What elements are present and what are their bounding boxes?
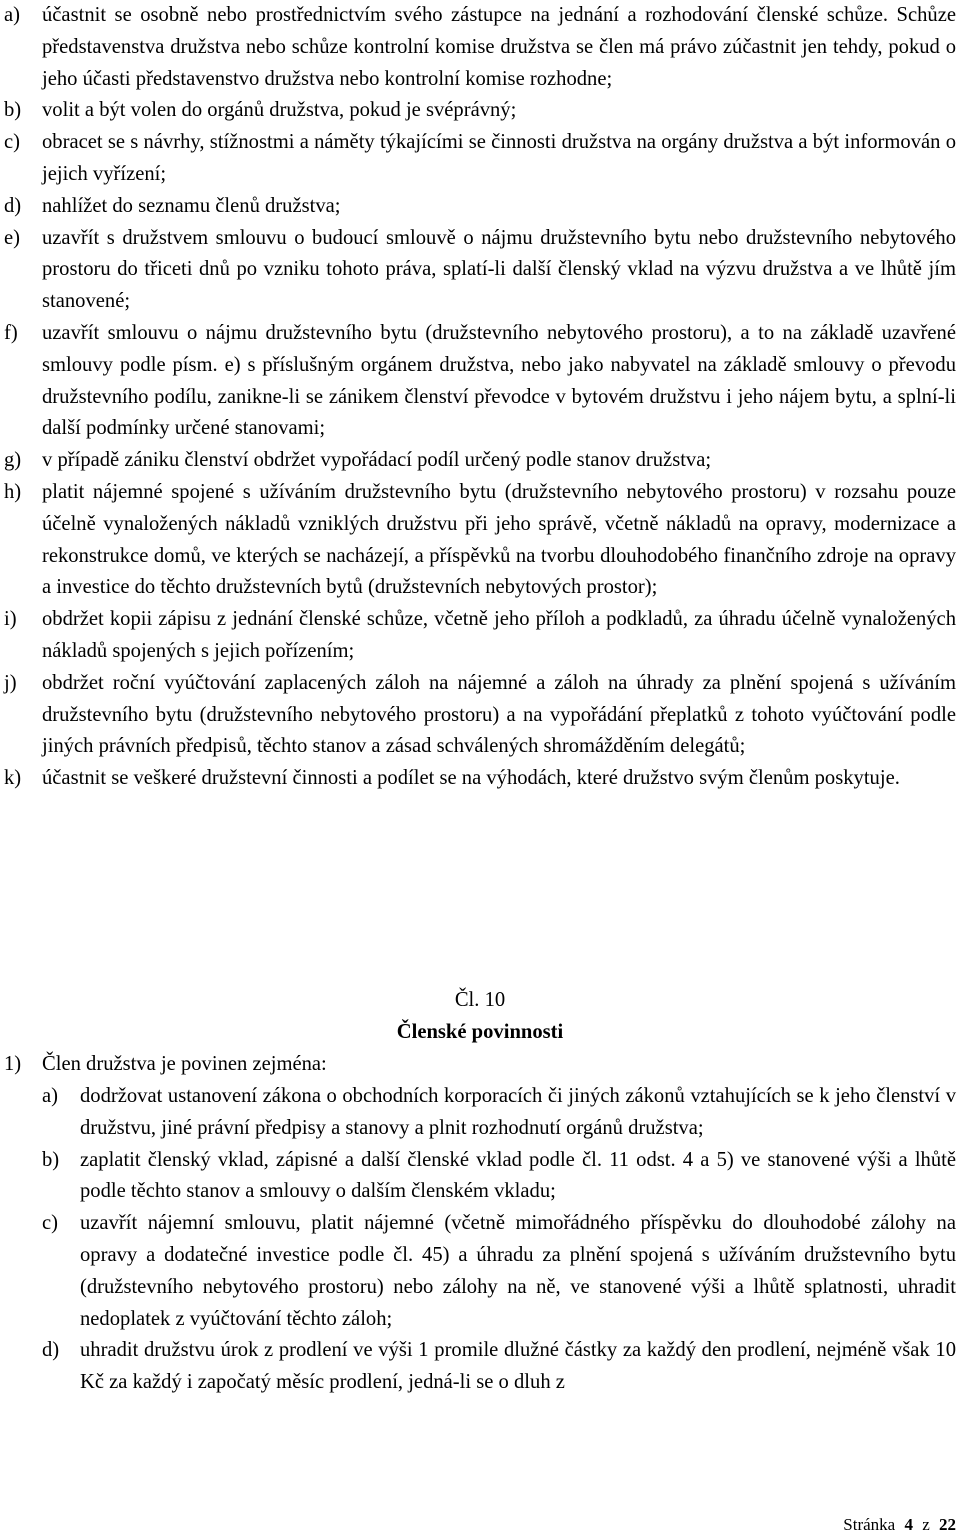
list-item <box>4 0 956 95</box>
list-item <box>42 1145 956 1209</box>
list-item-text: účastnit se osobně nebo prostřednictvím svého zástupce na jednání a rozhodování členské schůze. Schůze představenstva družstva nebo schůze kontrolní komise družstva se člen má právo zúčastnit jen tehdy, pokud o jeho účasti představenstvo družstva nebo kontrolní komise rozhodne; <box>42 4 956 90</box>
list-item <box>42 1208 956 1335</box>
list-item <box>42 1081 956 1145</box>
list-item-text: účastnit se veškeré družstevní činnosti a podílet se na výhodách, které družstvo svým členům poskytuje. <box>42 767 900 790</box>
list-item-marker: b) <box>4 99 22 122</box>
list-item <box>42 1335 956 1399</box>
list-item-text: uzavřít nájemní smlouvu, platit nájemné (včetně mimořádného příspěvku do dlouhodobé zálohy na opravy a dodatečné investice podle čl. 45) a úhradu za plnění spojená s užíváním družstevního bytu (družstevního nebytového prostoru) nebo zálohy na ně, ve stanovené výši a lhůtě splatnosti, uhradit nedoplatek z vyúčtování těchto záloh; <box>80 1212 956 1330</box>
list-item <box>4 477 956 604</box>
list-item <box>4 223 956 318</box>
list-item-text: v případě zániku členství obdržet vypořádací podíl určený podle stanov družstva; <box>42 449 712 472</box>
footer-separator: z <box>922 1515 930 1534</box>
list-item-text: uhradit družstvu úrok z prodlení ve výši 1 promile dlužné částky za každý den prodlení, nejméně však 10 Kč za každý i započatý měsíc prodlení, jedná-li se o dluh z <box>80 1339 956 1394</box>
list-item-marker: f) <box>4 321 18 344</box>
list-item <box>4 318 956 445</box>
paragraph-1 <box>4 1049 956 1081</box>
article-number: Čl. 10 <box>454 989 506 1011</box>
list-item-marker: k) <box>4 767 22 790</box>
member-rights-list <box>4 0 956 795</box>
list-item-text: uzavřít s družstvem smlouvu o budoucí smlouvě o nájmu družstevního bytu nebo družstevního nebytového prostoru do třiceti dnů po vzniku tohoto práva, splatí-li další členský vklad na výzvu družstva a ve lhůtě jím stanovené; <box>42 226 956 313</box>
list-item-marker: c) <box>4 131 20 154</box>
list-item-text: zaplatit členský vklad, zápisné a další členské vklad podle čl. 11 odst. 4 a 5) ve stanovené výši a lhůtě podle těchto stanov a smlouvy o dalším členském vkladu; <box>80 1148 956 1203</box>
list-item-text: uzavřít smlouvu o nájmu družstevního bytu (družstevního nebytového prostoru), a to na základě uzavřené smlouvy podle písm. e) s příslušným orgánem družstva, nebo jako nabyvatel na základě smlouvy o převodu družstevního podílu, zanikne-li se zánikem členství převodce v bytovém družstvu i jeho nájem bytu, a splní-li další podmínky určené stanovami; <box>42 321 956 440</box>
list-item-marker: c) <box>42 1212 58 1235</box>
list-item-marker: j) <box>4 671 17 694</box>
list-item-marker: b) <box>42 1148 60 1171</box>
list-item-marker: g) <box>4 449 22 472</box>
list-item <box>4 95 956 127</box>
list-item-marker: d) <box>42 1339 60 1362</box>
list-item-marker: e) <box>4 226 20 249</box>
list-item-marker: a) <box>4 4 20 26</box>
list-item <box>4 604 956 668</box>
list-item-marker: h) <box>4 480 22 503</box>
list-item-marker: d) <box>4 194 22 217</box>
footer-prefix: Stránka <box>843 1515 896 1534</box>
footer-current-page: 4 <box>904 1515 913 1534</box>
list-item-marker: i) <box>4 608 17 631</box>
list-item-text: volit a být volen do orgánů družstva, pokud je svéprávný; <box>42 99 517 122</box>
list-item-text: obracet se s návrhy, stížnostmi a náměty týkajícími se činnosti družstva na orgány družstva a být informován o jejich vyřízení; <box>42 131 956 185</box>
page-footer <box>843 1514 956 1536</box>
paragraph-marker: 1) <box>4 1053 22 1075</box>
paragraph-text: Člen družstva je povinen zejména: <box>42 1053 327 1075</box>
article-title: Členské povinnosti <box>396 1021 564 1043</box>
list-item-text: nahlížet do seznamu členů družstva; <box>42 194 341 217</box>
list-item-text: obdržet kopii zápisu z jednání členské schůze, včetně jeho příloh a podkladů, za úhradu účelně vynaložených nákladů spojených s jejich pořízením; <box>42 608 956 662</box>
list-item-text: platit nájemné spojené s užíváním družstevního bytu (družstevního nebytového prostoru) v rozsahu pouze účelně vynaložených nákladů vzniklých družstvu při jeho správě, včetně nákladů na opravy, modernizace a rekonstrukce domů, ve kterých se nacházejí, a příspěvků na tvorbu dlouhodobého finančního zdroje na opravy a investice do těchto družstevních bytů (družstevních nebytových prostor); <box>42 480 956 599</box>
footer-total-pages: 22 <box>939 1515 956 1534</box>
member-duties-list <box>42 1081 956 1399</box>
list-item-marker: a) <box>42 1085 58 1107</box>
list-item <box>4 445 956 477</box>
list-item-text: dodržovat ustanovení zákona o obchodních korporacích či jiných zákonů vztahujících se k jeho členství v družstvu, jiné právní předpisy a stanovy a plnit rozhodnutí orgánů družstva; <box>80 1085 956 1139</box>
list-item <box>4 127 956 191</box>
list-item-text: obdržet roční vyúčtování zaplacených záloh na nájemné a záloh na úhrady za plnění spojená s užíváním družstevního bytu (družstevního nebytového prostoru) a na vypořádání přeplatků z tohoto vyúčtování podle jiných právních předpisů, těchto stanov a zásad schválených shromážděním delegátů; <box>42 671 956 758</box>
list-item <box>4 668 956 763</box>
list-item <box>4 191 956 223</box>
list-item <box>4 763 956 795</box>
